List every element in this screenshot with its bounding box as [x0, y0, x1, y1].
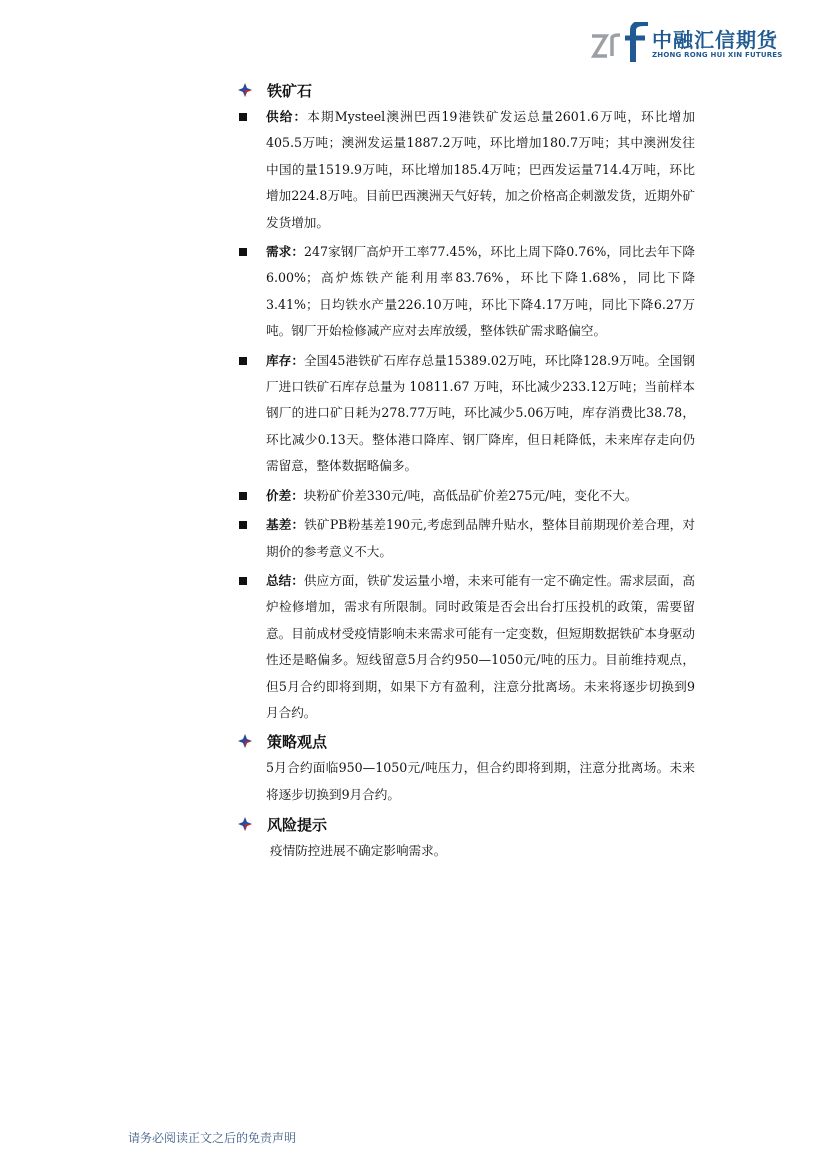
zrf-logo-icon	[590, 22, 652, 62]
item-lead: 总结：	[266, 572, 304, 588]
paragraph-supply	[237, 104, 695, 236]
item-lead: 库存：	[266, 352, 305, 368]
risk-text: 疫情防控进展不确定影响需求。	[270, 843, 447, 859]
section-bullet-icon	[238, 734, 252, 748]
section-title: 风险提示	[267, 815, 328, 834]
item-text: 247家钢厂高炉开工率77.45%，环比上周下降0.76%，同比去年下降6.00%；高炉炼铁产能利用率83.76%，环比下降1.68%，同比下降3.41%；日均铁水产量226.10万吨，环比下降4.17万吨，同比下降6.27万吨。钢厂开始检修减产应对去库放缓，整体铁矿需求略偏空。	[266, 244, 695, 339]
item-lead: 基差：	[266, 517, 305, 533]
company-logo	[590, 20, 790, 64]
square-bullet-icon	[239, 357, 247, 365]
paragraph-inventory	[237, 348, 695, 480]
item-text: 铁矿PB粉基差190元,考虑到品牌升贴水，整体目前期现价差合理，对期价的参考意义不大。	[266, 517, 695, 559]
section-bullet-icon	[238, 83, 252, 97]
logo-english-name: ZHONG RONG HUI XIN FUTURES	[652, 51, 783, 59]
report-body	[237, 78, 695, 869]
paragraph-summary	[237, 568, 695, 726]
item-lead: 需求：	[266, 244, 305, 260]
item-text: 全国45港铁矿石库存总量15389.02万吨，环比降128.9万吨。全国钢厂进口铁矿石库存总量为 10811.67 万吨，环比减少233.12万吨；当前样本钢厂的进口矿日耗为278.77万吨，环比减少5.06万吨，库存消费比38.78，环比减少0.13天。整体港口降库、钢厂降库，但日耗降低，未来库存走向仍需留意，整体数据略偏多。	[266, 352, 696, 474]
item-text: 供应方面，铁矿发运量小增，未来可能有一定不确定性。需求层面，高炉检修增加，需求有所限制。同时政策是否会出台打压投机的政策，需要留意。目前成材受疫情影响未来需求可能有一定变数，但短期数据铁矿本身驱动性还是略偏多。短线留意5月合约950—1050元/吨的压力。目前维持观点，但5月合约即将到期，如果下方有盈利，注意分批离场。未来将逐步切换到9月合约。	[266, 572, 696, 720]
square-bullet-icon	[239, 113, 247, 121]
square-bullet-icon	[239, 521, 247, 529]
section-heading-iron-ore	[237, 78, 695, 102]
square-bullet-icon	[239, 577, 247, 585]
section-bullet-icon	[238, 817, 252, 831]
paragraph-basis	[237, 512, 695, 565]
square-bullet-icon	[239, 492, 247, 500]
section-title: 策略观点	[267, 732, 328, 751]
paragraph-spread	[237, 483, 695, 509]
item-text: 本期Mysteel澳洲巴西19港铁矿发运总量2601.6万吨，环比增加405.5万吨；澳洲发运量1887.2万吨，环比增加180.7万吨；其中澳洲发往中国的量1519.9万吨，环比增加185.4万吨；巴西发运量714.4万吨，环比增加224.8万吨。目前巴西澳洲天气好转，加之价格高企刺激发货，近期外矿发货增加。	[266, 109, 696, 230]
paragraph-demand	[237, 239, 695, 345]
section-heading-strategy	[237, 729, 695, 753]
section-title: 铁矿石	[267, 81, 313, 100]
strategy-text: 5月合约面临950—1050元/吨压力，但合约即将到期，注意分批离场。未来将逐步切换到9月合约。	[266, 760, 695, 802]
square-bullet-icon	[239, 248, 247, 256]
logo-chinese-name: 中融汇信期货	[652, 28, 778, 52]
item-lead: 供给：	[266, 109, 308, 124]
section-heading-risk	[237, 812, 695, 836]
disclaimer-footer: 请务必阅读正文之后的免责声明	[128, 1131, 297, 1145]
item-text: 块粉矿价差330元/吨，高低品矿价差275元/吨，变化不大。	[303, 487, 638, 503]
item-lead: 价差：	[266, 487, 304, 503]
